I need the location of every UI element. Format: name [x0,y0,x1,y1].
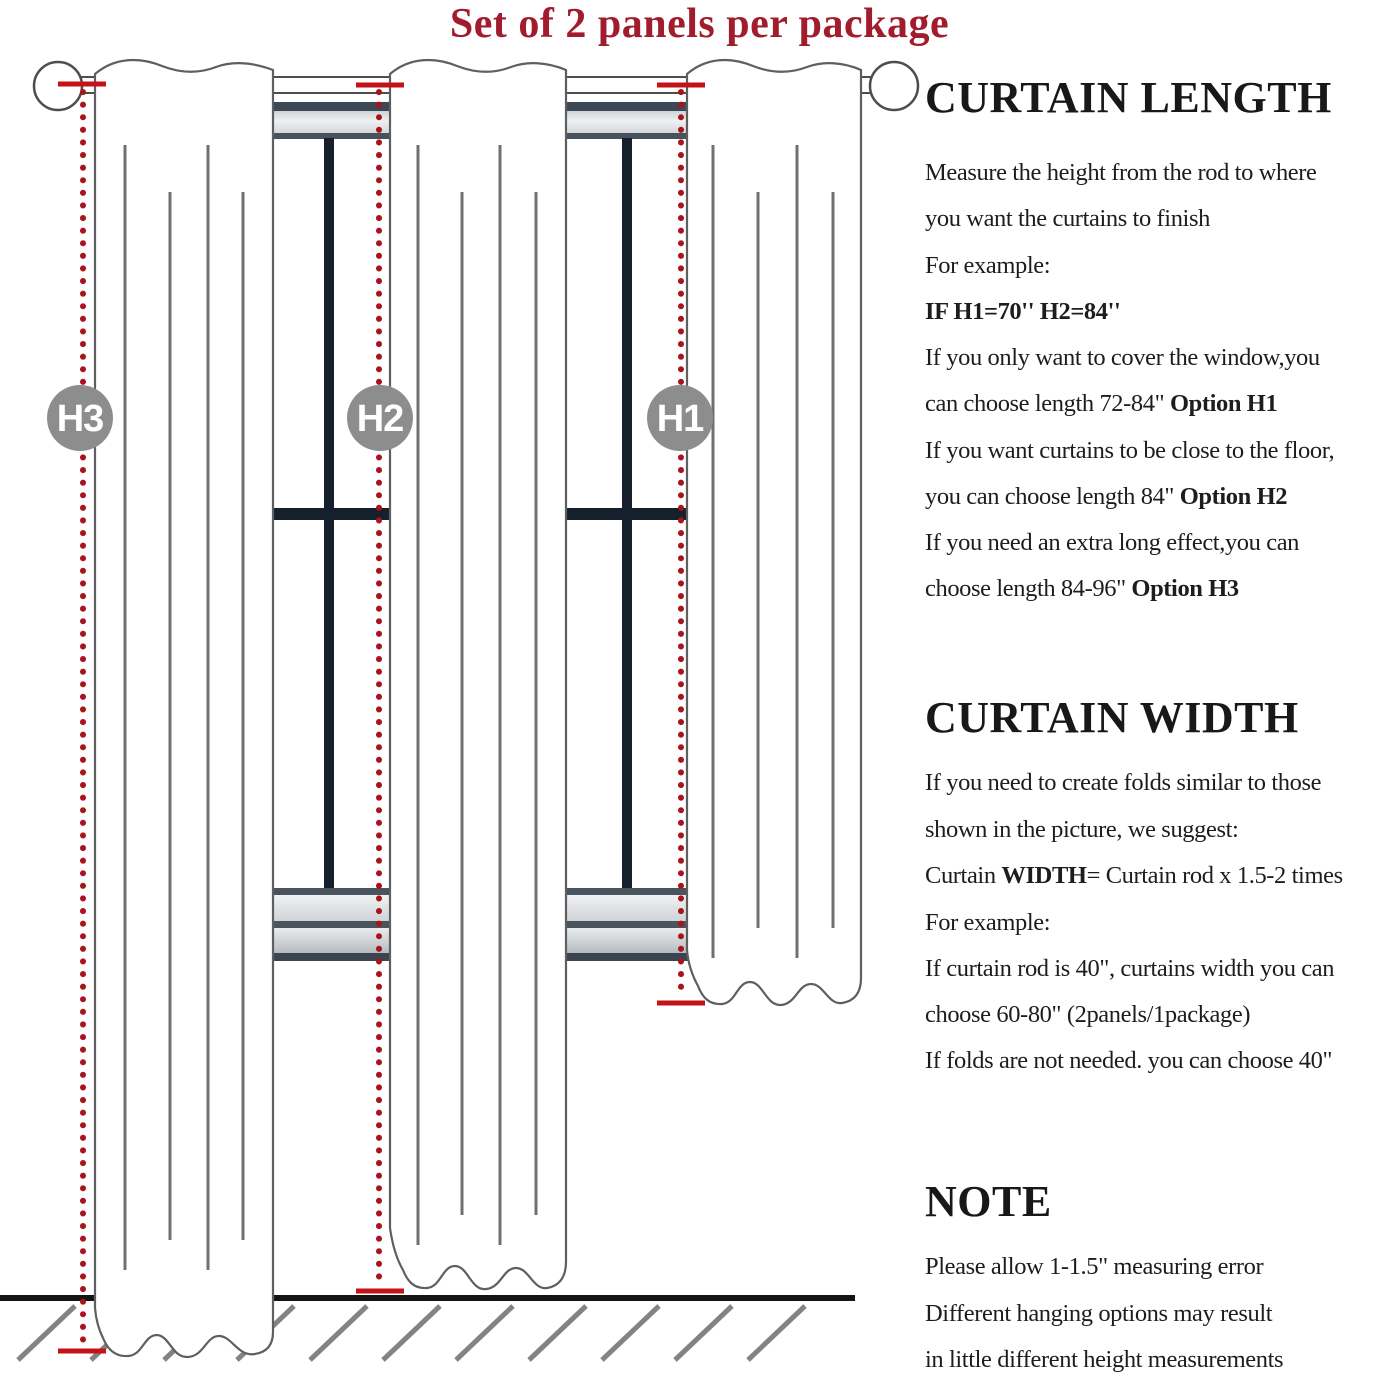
rod-finial-right [870,62,918,110]
curtain-length-heading: CURTAIN LENGTH [925,73,1332,122]
curtain-width-heading: CURTAIN WIDTH [925,693,1299,742]
note-line-1: Please allow 1-1.5" measuring error [925,1253,1264,1280]
curtain-length-line-8: you can choose length 84" Option H2 [925,483,1288,510]
curtain-length-line-4: IF H1=70'' H2=84'' [925,298,1121,325]
curtain-length-line-10: choose length 84-96" Option H3 [925,575,1239,602]
curtain-width-line-5: If curtain rod is 40", curtains width you can [925,955,1335,982]
curtain-length-line-2: you want the curtains to finish [925,205,1210,232]
curtain-length-line-9: If you need an extra long effect,you can [925,529,1300,556]
badge-h1-label: H1 [656,398,704,440]
curtain-width-line-7: If folds are not needed. you can choose 40" [925,1047,1333,1074]
note-heading: NOTE [925,1177,1052,1226]
curtain-length-line-1: Measure the height from the rod to where [925,159,1317,186]
curtain-length-line-6: can choose length 72-84" Option H1 [925,390,1278,417]
badge-h2-label: H2 [356,398,404,440]
curtain-width-line-1: If you need to create folds similar to those [925,769,1322,796]
curtain-width-line-3: Curtain WIDTH= Curtain rod x 1.5-2 times [925,862,1343,889]
badge-h3-label: H3 [56,398,104,440]
page-title: Set of 2 panels per package [449,1,950,47]
curtain-width-line-4: For example: [925,909,1051,936]
note-line-3: in little different height measurements [925,1346,1284,1373]
curtain-length-line-7: If you want curtains to be close to the floor, [925,437,1335,464]
curtain-length-line-3: For example: [925,252,1051,279]
curtain-width-line-6: choose 60-80" (2panels/1package) [925,1001,1251,1028]
curtain-panel-h3 [95,60,273,1357]
curtain-width-line-2: shown in the picture, we suggest: [925,816,1239,843]
note-line-2: Different hanging options may result [925,1300,1273,1327]
curtain-length-line-5: If you only want to cover the window,you [925,344,1320,371]
curtain-panel-h2 [390,60,566,1289]
instructions-column [925,0,1399,1382]
